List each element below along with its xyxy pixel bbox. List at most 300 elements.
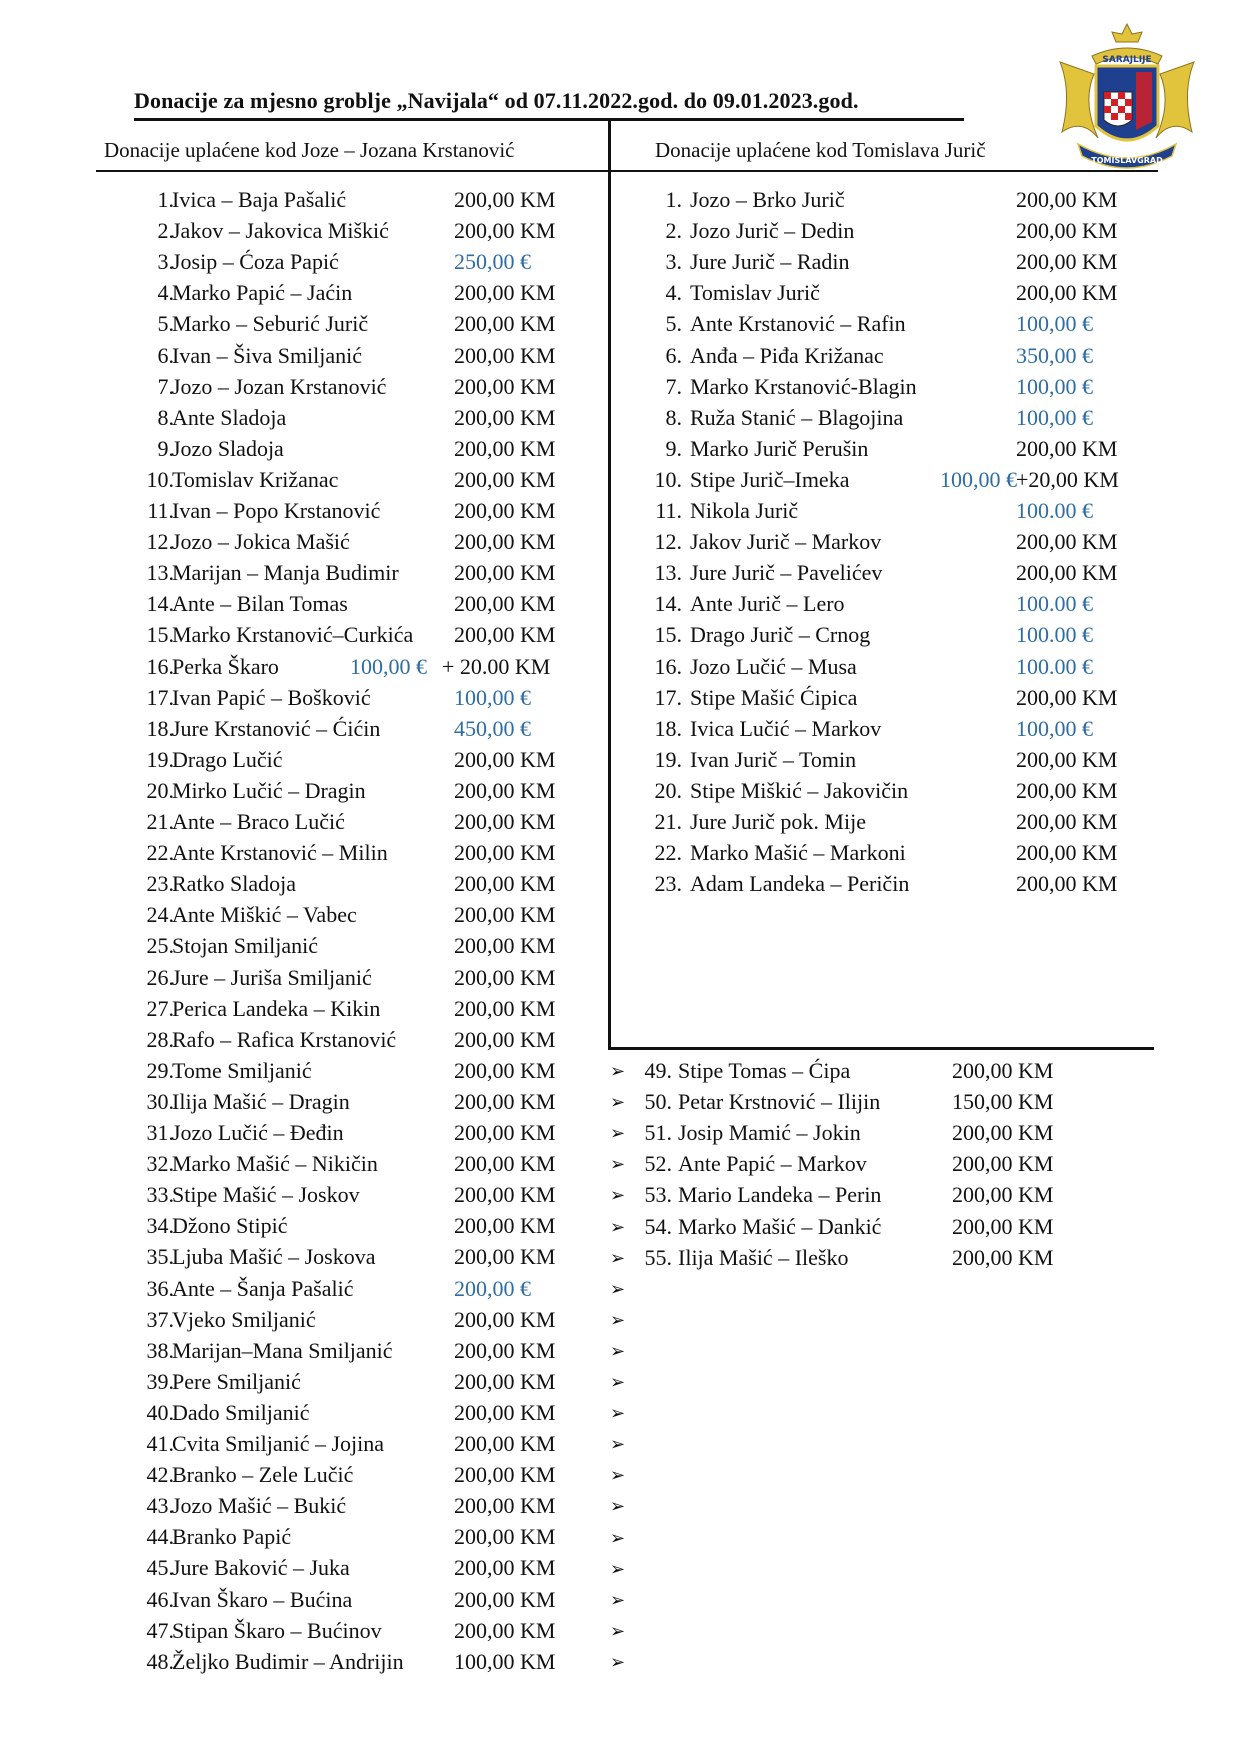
donation-amount: 200,00 KM — [952, 1151, 1054, 1177]
donor-name: Ante Papić – Markov — [678, 1151, 867, 1177]
donation-number: 39. — [146, 1368, 174, 1394]
donation-amount: 200,00 KM — [454, 1182, 556, 1208]
donor-name: Tomislav Križanac — [172, 466, 339, 492]
donation-row — [130, 498, 600, 529]
donation-extra-amount: +20,00 KM — [1016, 466, 1119, 492]
arrow-bullet-icon: ➢ — [610, 1247, 626, 1268]
donor-name: Jozo – Jokica Mašić — [172, 529, 350, 555]
donation-amount: 200,00 KM — [454, 1493, 556, 1519]
donation-number: 22. — [146, 840, 174, 866]
donation-amount: 200,00 KM — [952, 1058, 1054, 1083]
donation-amount: 200,00 KM — [952, 1244, 1054, 1270]
donor-name: Ivan Papić – Bošković — [172, 684, 371, 710]
donor-name: Anđa – Piđa Križanac — [690, 342, 884, 368]
donation-number: 11. — [655, 498, 682, 523]
donor-name: Perica Landeka – Kikin — [172, 995, 381, 1021]
donation-amount: 200,00 KM — [454, 1337, 556, 1363]
donation-amount: 200,00 KM — [454, 1151, 556, 1177]
donation-number: 16. — [654, 653, 682, 679]
donation-row — [130, 996, 600, 1027]
donation-number: 55. — [644, 1244, 672, 1270]
donation-row — [130, 622, 600, 653]
donation-row — [130, 1182, 600, 1213]
donation-row — [130, 1462, 600, 1493]
donation-amount: 200,00 KM — [1016, 249, 1118, 275]
donation-number: 22. — [654, 840, 682, 866]
donation-row — [610, 1182, 1110, 1213]
donation-amount: 200,00 KM — [454, 187, 556, 212]
donation-row — [130, 1089, 600, 1120]
donor-name: Jozo Mašić – Bukić — [172, 1493, 347, 1519]
donation-amount: 200,00 KM — [454, 1555, 556, 1581]
donation-amount: 100,00 € — [940, 466, 1017, 492]
donation-number: 5. — [157, 311, 174, 337]
donation-number: 19. — [654, 746, 682, 772]
donor-name: Jozo – Brko Jurič — [690, 187, 845, 212]
donation-amount: 200,00 KM — [1016, 746, 1118, 772]
donation-amount: 200,00 KM — [1016, 809, 1118, 834]
donation-row — [130, 1307, 600, 1338]
donation-number: 45. — [146, 1555, 174, 1581]
donation-row — [130, 1338, 600, 1369]
donation-number: 25. — [146, 933, 174, 959]
donation-number: 12. — [146, 529, 174, 555]
donation-number: 54. — [644, 1213, 672, 1239]
donation-row — [648, 405, 1148, 436]
donation-row — [648, 778, 1148, 809]
donor-name: Tome Smiljanić — [172, 1057, 312, 1083]
donation-number: 4. — [157, 280, 174, 306]
donation-row — [610, 1120, 1110, 1151]
donation-amount: 200,00 KM — [454, 404, 556, 430]
donation-number: 21. — [146, 809, 174, 834]
donation-number: 32. — [146, 1151, 174, 1177]
donation-row — [130, 1618, 600, 1649]
donation-number: 18. — [146, 715, 174, 741]
donation-row — [130, 933, 600, 964]
donor-name: Marko Mašić – Markoni — [690, 840, 906, 866]
donation-amount: 100,00 € — [350, 653, 427, 679]
donation-row — [130, 529, 600, 560]
donation-row — [130, 280, 600, 311]
donor-name: Jozo – Jozan Krstanović — [172, 373, 387, 399]
donation-row — [130, 1213, 600, 1244]
donation-row — [130, 1058, 600, 1089]
donation-amount: 200,00 KM — [1016, 560, 1118, 586]
donation-amount: 450,00 € — [454, 715, 531, 741]
donation-amount: 200,00 KM — [454, 809, 556, 834]
donation-amount: 200,00 KM — [454, 746, 556, 772]
donor-name: Ruža Stanić – Blagojina — [690, 404, 904, 430]
donation-row — [130, 343, 600, 374]
donor-name: Ante Krstanović – Milin — [172, 840, 388, 866]
donor-name: Ivan Jurič – Tomin — [690, 746, 857, 772]
donor-name: Stipe Miškić – Jakovičin — [690, 777, 909, 803]
donor-name: Stojan Smiljanić — [172, 933, 319, 959]
arrow-bullet-icon: ➢ — [610, 1496, 626, 1517]
arrow-bullet-icon: ➢ — [610, 1061, 626, 1081]
donor-name: Ante Krstanović – Rafin — [690, 311, 906, 337]
donor-name: Željko Budimir – Andrijin — [172, 1648, 404, 1674]
donation-row — [130, 560, 600, 591]
donor-name: Ante – Braco Lučić — [172, 809, 345, 834]
donor-name: Stipe Tomas – Ćipa — [678, 1058, 851, 1083]
donation-number: 9. — [157, 435, 174, 461]
donation-amount: 200,00 KM — [454, 529, 556, 555]
donation-number: 42. — [146, 1462, 174, 1488]
donation-number: 14. — [146, 591, 174, 617]
donation-number: 12. — [654, 529, 682, 555]
donor-name: Ivica – Baja Pašalić — [172, 187, 347, 212]
donor-name: Stipe Mašić Ćipica — [690, 684, 858, 710]
donation-amount: 200,00 KM — [454, 933, 556, 959]
donation-amount: 200,00 KM — [454, 1088, 556, 1114]
donation-amount: 100,00 € — [454, 684, 531, 710]
donation-row — [648, 716, 1148, 747]
donation-row — [130, 685, 600, 716]
donation-row — [648, 187, 1148, 218]
donation-row — [130, 311, 600, 342]
donation-amount: 200,00 KM — [454, 1057, 556, 1083]
donor-name: Cvita Smiljanić – Jojina — [172, 1431, 385, 1456]
donor-name: Adam Landeka – Peričin — [690, 871, 910, 897]
donation-amount: 200,00 KM — [454, 591, 556, 617]
donor-name: Marko – Seburić Jurič — [172, 311, 369, 337]
donor-name: Ivica Lučić – Markov — [690, 715, 882, 741]
donation-row — [648, 311, 1148, 342]
donation-amount: 200,00 KM — [454, 622, 556, 648]
donation-row — [130, 840, 600, 871]
donation-number: 7. — [157, 373, 174, 399]
donation-row — [130, 1369, 600, 1400]
donation-row — [130, 902, 600, 933]
donation-number: 2. — [157, 218, 174, 244]
donor-name: Ivan Škaro – Bućina — [172, 1586, 353, 1612]
donor-name: Marko Mašić – Dankić — [678, 1213, 882, 1239]
donation-row — [130, 654, 600, 685]
donor-name: Drago Lučić — [172, 746, 283, 772]
donation-row — [130, 249, 600, 280]
donation-row — [130, 1400, 600, 1431]
donation-amount: 200,00 KM — [454, 1462, 556, 1488]
donation-number: 46. — [146, 1586, 174, 1612]
donation-number: 53. — [644, 1182, 672, 1208]
donation-amount: 200,00 KM — [952, 1120, 1054, 1146]
arrow-bullet-icon: ➢ — [610, 1527, 626, 1548]
column-divider — [608, 120, 611, 1048]
donor-name: Ivan – Popo Krstanović — [172, 498, 381, 523]
donation-number: 7. — [665, 373, 682, 399]
donation-row — [648, 280, 1148, 311]
donation-amount: 200,00 KM — [454, 1399, 556, 1425]
donation-row — [648, 436, 1148, 467]
arrow-bullet-icon: ➢ — [610, 1278, 626, 1299]
donor-name: Stipe Mašić – Joskov — [172, 1182, 360, 1208]
donation-number: 47. — [146, 1617, 174, 1643]
donation-row — [648, 747, 1148, 778]
donation-row — [610, 1089, 1110, 1120]
arrow-bullet-icon: ➢ — [610, 1340, 626, 1361]
donation-row — [130, 871, 600, 902]
arrow-bullet-icon: ➢ — [610, 1154, 626, 1175]
club-crest-logo — [1052, 22, 1202, 182]
donation-amount: 200,00 KM — [454, 1120, 556, 1145]
arrow-bullet-icon: ➢ — [610, 1372, 626, 1392]
donation-amount: 100,00 € — [1016, 404, 1093, 430]
donation-row — [130, 467, 600, 498]
donation-number: 44. — [146, 1524, 174, 1550]
donation-number: 1. — [665, 187, 682, 212]
donation-amount: 200,00 KM — [454, 466, 556, 492]
donor-name: Josip Mamić – Jokin — [678, 1120, 861, 1146]
donation-row — [130, 1555, 600, 1586]
donation-number: 41. — [146, 1431, 174, 1456]
donation-row — [130, 1276, 600, 1307]
donation-number: 18. — [654, 715, 682, 741]
donor-name: Josip – Ćoza Papić — [172, 249, 339, 275]
donation-row — [648, 871, 1148, 902]
donation-amount: 200,00 KM — [454, 1368, 556, 1394]
donation-amount: 200,00 KM — [1016, 777, 1118, 803]
donation-row — [648, 218, 1148, 249]
donation-amount: 200,00 KM — [454, 280, 556, 306]
donor-name: Ante – Bilan Tomas — [172, 591, 348, 617]
donation-number: 30. — [146, 1088, 174, 1114]
donation-amount: 200,00 KM — [454, 777, 556, 803]
donation-number: 24. — [146, 902, 174, 928]
donation-amount: 200,00 KM — [454, 1586, 556, 1612]
donation-amount: 200,00 KM — [454, 342, 556, 368]
donation-amount: 200,00 KM — [454, 871, 556, 897]
donation-number: 38. — [146, 1337, 174, 1363]
donation-number: 15. — [146, 622, 174, 648]
donation-amount: 200,00 KM — [952, 1213, 1054, 1239]
donation-amount: 200,00 KM — [454, 218, 556, 244]
donation-row — [130, 1120, 600, 1151]
donation-row — [130, 716, 600, 747]
donation-row — [648, 622, 1148, 653]
donation-number: 20. — [654, 777, 682, 803]
logo-top-text: SARAJLIJE — [1102, 55, 1152, 65]
donation-amount: 200,00 KM — [454, 840, 556, 866]
donation-number: 17. — [654, 684, 682, 710]
donation-row — [648, 467, 1148, 498]
arrow-bullet-icon: ➢ — [610, 1216, 626, 1237]
donation-amount: 200,00 KM — [1016, 435, 1118, 461]
donation-row — [130, 405, 600, 436]
donor-name: Pere Smiljanić — [172, 1368, 301, 1394]
donor-name: Ante Sladoja — [172, 404, 287, 430]
donor-name: Rafo – Rafica Krstanović — [172, 1026, 397, 1052]
donor-name: Džono Stipić — [172, 1213, 288, 1239]
donation-amount: 100.00 € — [1016, 653, 1093, 679]
donation-row — [610, 1214, 1110, 1245]
donation-number: 9. — [665, 435, 682, 461]
donation-number: 52. — [644, 1151, 672, 1177]
donor-name: Jakov – Jakovica Miškić — [172, 218, 389, 244]
arrow-bullet-icon: ➢ — [610, 1123, 626, 1144]
donation-number: 35. — [146, 1244, 174, 1270]
donation-amount: 200,00 KM — [952, 1182, 1054, 1208]
donation-amount: 100.00 € — [1016, 498, 1093, 523]
donation-row — [130, 1151, 600, 1182]
donor-name: Mario Landeka – Perin — [678, 1182, 882, 1208]
donation-number: 40. — [146, 1399, 174, 1425]
donation-amount: 100,00 € — [1016, 373, 1093, 399]
donor-name: Ivan – Šiva Smiljanić — [172, 342, 363, 368]
donation-amount: 200,00 KM — [454, 1431, 556, 1456]
donation-number: 26. — [146, 964, 174, 990]
donation-amount: 100.00 € — [1016, 622, 1093, 648]
donation-row — [648, 591, 1148, 622]
donation-row — [648, 529, 1148, 560]
donor-name: Marijan–Mana Smiljanić — [172, 1337, 393, 1363]
donor-name: Jakov Jurič – Markov — [690, 529, 882, 555]
donor-name: Petar Krstnović – Ilijin — [678, 1089, 881, 1115]
donation-number: 10. — [654, 466, 682, 492]
donor-name: Marko Krstanović–Curkića — [172, 622, 414, 648]
donor-name: Jure Jurič – Radin — [690, 249, 850, 275]
arrow-bullet-icon: ➢ — [610, 1651, 626, 1672]
donor-name: Jure Jurič pok. Mije — [690, 809, 866, 834]
arrow-bullet-icon: ➢ — [610, 1185, 626, 1206]
arrow-bullet-icon: ➢ — [610, 1403, 626, 1424]
donation-amount: 200,00 KM — [454, 964, 556, 990]
donation-number: 43. — [146, 1493, 174, 1519]
donation-amount: 200,00 KM — [454, 902, 556, 928]
donation-amount: 200,00 KM — [1016, 280, 1118, 306]
donation-row — [648, 840, 1148, 871]
donation-row — [610, 1151, 1110, 1182]
donation-number: 49. — [644, 1058, 672, 1083]
donation-row — [130, 809, 600, 840]
donor-name: Marko Jurič Perušin — [690, 435, 869, 461]
donation-row — [610, 1245, 1110, 1276]
donation-number: 51. — [644, 1120, 672, 1146]
donation-row — [130, 1244, 600, 1275]
donation-amount: 100.00 € — [1016, 591, 1093, 617]
donation-row — [130, 1431, 600, 1462]
donation-amount: 200,00 KM — [454, 1213, 556, 1239]
donation-row — [648, 654, 1148, 685]
donor-name: Marko Krstanović-Blagin — [690, 373, 917, 399]
donation-number: 16. — [146, 653, 174, 679]
donation-number: 48. — [146, 1648, 174, 1674]
arrow-bullet-icon: ➢ — [610, 1309, 626, 1330]
donation-number: 21. — [654, 809, 682, 834]
arrow-bullet-icon: ➢ — [610, 1558, 626, 1579]
donation-amount: 200,00 KM — [454, 995, 556, 1021]
donation-number: 8. — [157, 404, 174, 430]
donation-amount: 200,00 KM — [454, 498, 556, 523]
donation-number: 10. — [146, 466, 174, 492]
donation-number: 6. — [157, 342, 174, 368]
donation-number: 13. — [146, 560, 174, 586]
donation-number: 28. — [146, 1026, 174, 1052]
donor-name: Jozo Sladoja — [172, 435, 284, 461]
donation-number: 23. — [146, 871, 174, 897]
arrow-bullet-icon: ➢ — [610, 1620, 626, 1641]
donor-name: Jozo Lučić – Musa — [690, 653, 857, 679]
donor-name: Ilija Mašić – Dragin — [172, 1088, 350, 1114]
donation-row — [130, 1493, 600, 1524]
donation-number: 2. — [665, 218, 682, 244]
donation-row — [130, 374, 600, 405]
donor-name: Ljuba Mašić – Joskova — [172, 1244, 376, 1270]
donor-name: Branko Papić — [172, 1524, 292, 1550]
title-underline — [134, 118, 964, 121]
donation-amount: 200,00 KM — [454, 1617, 556, 1643]
donation-row — [130, 778, 600, 809]
donation-row — [130, 436, 600, 467]
donor-name: Ante Miškić – Vabec — [172, 902, 357, 928]
donation-number: 17. — [146, 684, 174, 710]
donor-name: Marko Papić – Jaćin — [172, 280, 353, 306]
donation-amount: 200,00 KM — [1016, 684, 1118, 710]
donation-number: 19. — [146, 746, 174, 772]
donation-amount: 200,00 KM — [454, 311, 556, 337]
donation-amount: 200,00 KM — [1016, 529, 1118, 555]
donation-number: 6. — [665, 342, 682, 368]
donor-name: Branko – Zele Lučić — [172, 1462, 354, 1488]
donation-number: 15. — [654, 622, 682, 648]
donor-name: Stipan Škaro – Bućinov — [172, 1617, 382, 1643]
donation-amount: 100,00 € — [1016, 311, 1093, 337]
donation-number: 4. — [665, 280, 682, 306]
donor-name: Jure Baković – Juka — [172, 1555, 350, 1581]
donation-amount: 200,00 KM — [454, 1026, 556, 1052]
donation-amount: 200,00 KM — [1016, 218, 1118, 244]
donation-row — [648, 809, 1148, 840]
donation-row — [648, 374, 1148, 405]
donation-number: 31. — [146, 1120, 174, 1145]
right-box-bottom-line — [608, 1047, 1154, 1050]
right-column-header: Donacije uplaćene kod Tomislava Jurič — [655, 138, 986, 162]
donor-name: Vjeko Smiljanić — [172, 1306, 316, 1332]
donation-row — [130, 218, 600, 249]
logo-bottom-text: TOMISLAVGRAD — [1091, 156, 1163, 165]
donation-row — [130, 1649, 600, 1680]
donation-amount: 100,00 € — [1016, 715, 1093, 741]
donation-number: 23. — [654, 871, 682, 897]
donation-number: 27. — [146, 995, 174, 1021]
donation-number: 50. — [644, 1089, 672, 1115]
donation-amount: 200,00 KM — [454, 1524, 556, 1550]
donation-row — [610, 1058, 1110, 1089]
donation-number: 20. — [146, 777, 174, 803]
donor-name: Ante Jurič – Lero — [690, 591, 845, 617]
donor-name: Tomislav Jurič — [690, 280, 820, 306]
donation-amount: 200,00 KM — [454, 1306, 556, 1332]
donor-name: Ante – Šanja Pašalić — [172, 1275, 354, 1301]
donation-row — [130, 1027, 600, 1058]
donor-name: Perka Škaro — [172, 653, 279, 679]
donation-row — [130, 591, 600, 622]
donation-number: 37. — [146, 1306, 174, 1332]
donation-amount: 250,00 € — [454, 249, 531, 275]
arrow-bullet-icon: ➢ — [610, 1465, 626, 1486]
donation-row — [130, 965, 600, 996]
donation-number: 29. — [146, 1057, 174, 1083]
donation-row — [648, 343, 1148, 374]
donation-number: 3. — [157, 249, 174, 275]
page-title: Donacije za mjesno groblje „Navijala“ od 07.11.2022.god. do 09.01.2023.god. — [134, 88, 859, 113]
donation-row — [130, 747, 600, 778]
donation-row — [130, 1524, 600, 1555]
donation-number: 5. — [665, 311, 682, 337]
donor-name: Jozo Jurič – Dedin — [690, 218, 855, 244]
donation-amount: 200,00 € — [454, 1275, 531, 1301]
